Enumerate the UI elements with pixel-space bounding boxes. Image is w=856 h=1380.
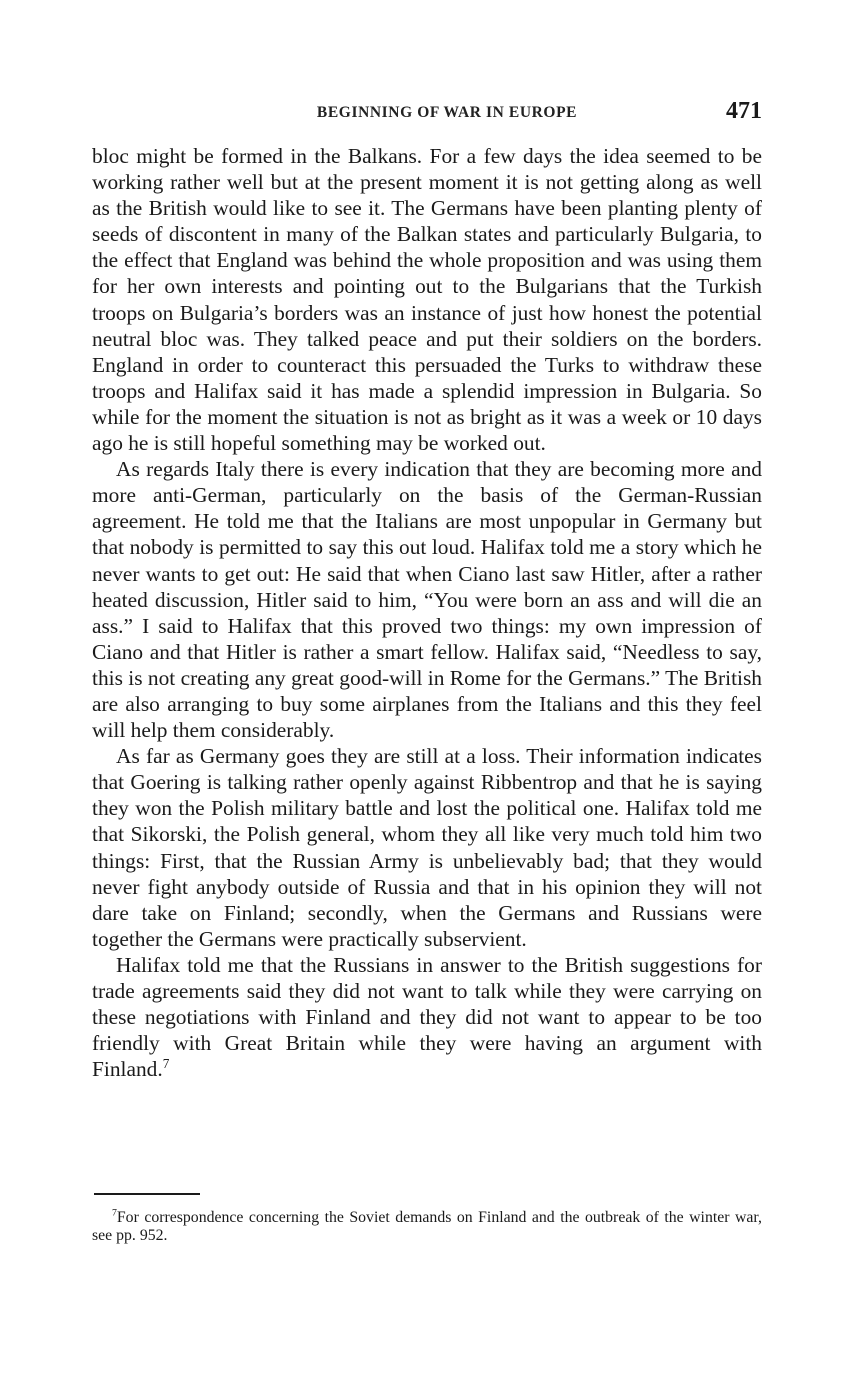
footnote-text: For correspondence concerning the Soviet demands on Finland and the outbreak of the winter war, see pp. 952. [92, 1209, 762, 1244]
body-text [92, 143, 762, 1082]
footnote-reference: 7 [162, 1056, 170, 1072]
footnote-marker: 7 [112, 1207, 117, 1219]
running-head [92, 98, 762, 128]
paragraph-germany: As far as Germany goes they are still at a loss. Their information indicates that Goering is talking rather openly against Ribbentrop and that he is saying they won the Polish military battle and lost the political one. Halifax told me that Sikorski, the Polish general, whom they all like very much told him two things: First, that the Russian Army is unbelievably bad; that they would never fight anybody outside of Russia and that in his opinion they will not dare take on Finland; secondly, when the Germans and Russians were together the Germans were practically subservient. [92, 744, 762, 951]
paragraph-balkans: bloc might be formed in the Balkans. For a few days the idea seemed to be working rather well but at the present moment it is not getting along as well as the British would like to see it. The Germans have been planting plenty of seeds of discontent in many of the Balkan states and particularly Bulgaria, to the effect that England was behind the whole proposition and was using them for her own interests and pointing out to the Bulgarians that the Turkish troops on Bulgaria’s borders was an instance of just how honest the potential neutral bloc was. They talked peace and put their soldiers on the borders. England in order to counteract this persuaded the Turks to withdraw these troops and Halifax said it has made a splendid impression in Bulgaria. So while for the moment the situation is not as bright as it was a week or 10 days ago he is still hopeful something may be worked out. [92, 144, 762, 456]
paragraph-russia-text: Halifax told me that the Russians in answer to the British suggestions for trade agreements said they did not want to talk while they were carrying on these negotiations with Finland and they did not want to appear to be too friendly with Great Britain while they were having an argument with Finland. [92, 952, 762, 1082]
paragraph-russia [92, 952, 762, 1082]
page-number: 471 [726, 98, 762, 124]
paragraph-italy: As regards Italy there is every indication that they are becoming more and more anti-German, particularly on the basis of the German-Russian agreement. He told me that the Italians are most unpopular in Germany but that nobody is permitted to say this out loud. Halifax told me a story which he never wants to get out: He said that when Ciano last saw Hitler, after a rather heated discussion, Hitler said to him, “You were born an ass and will die an ass.” I said to Halifax that this proved two things: my own impression of Ciano and that Hitler is rather a smart fellow. Halifax said, “Needless to say, this is not creating any great good-will in Rome for the Germans.” The British are also arranging to buy some airplanes from the Italians and this they feel will help them considerably. [92, 457, 762, 743]
footnote [92, 1209, 762, 1245]
footnote-rule [94, 1193, 200, 1195]
running-title: BEGINNING OF WAR IN EUROPE [316, 104, 578, 121]
